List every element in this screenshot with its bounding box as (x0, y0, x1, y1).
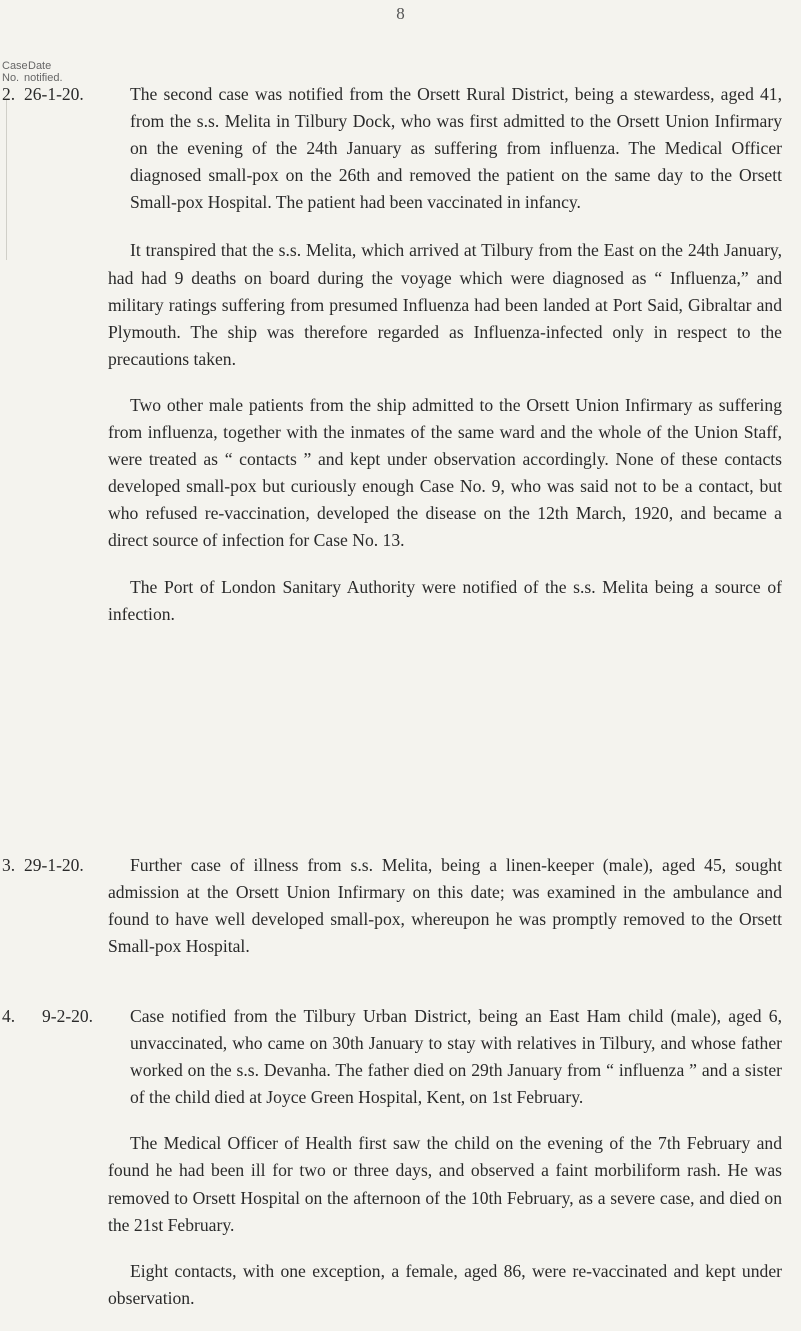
paragraph: Two other male patients from the ship admitted to the Orsett Union Infirmary as suffering from influenza, together with the inmates of the same ward and the whole of the Union Staff, were treated as “ contacts ” and kept under observation accordingly. None of these contacts developed small-pox but curiously enough Case No. 9, who was said not to be a contact, but who refused re-vaccination, developed the disease on the 12th March, 1920, and became a direct source of infection for Case No. 13. (108, 394, 782, 551)
date-header-line-2: notified. (24, 72, 63, 84)
date-notified: 26-1-20. (24, 84, 84, 104)
paragraph: The Port of London Sanitary Authority were notified of the s.s. Melita being a source of infection. (108, 576, 782, 624)
paragraph: Case notified from the Tilbury Urban District, being an East Ham child (male), aged 6, unvaccinated, who came on 30th January to stay with relatives in Tilbury, and whose father worked on the s.s. Devanha. The father died on 29th January from “ influenza ” and a sister of the child died at Joyce Green Hospital, Kent, on 1st February. (130, 1006, 782, 1108)
paragraph: Further case of illness from s.s. Melita, being a linen-keeper (male), aged 45, sought admission at the Orsett Union Infirmary on this date; was examined in the ambulance and found to have well developed small-pox, whereupon he was promptly removed to the Orsett Small-pox Hospital. (108, 855, 782, 957)
margin-rule (6, 100, 7, 260)
page-number: 8 (396, 4, 405, 23)
paragraph: Eight contacts, with one exception, a female, aged 86, were re-vaccinated and kept under observation. (108, 1260, 782, 1308)
paragraph: The second case was notified from the Orsett Rural District, being a stewardess, aged 41, from the s.s. Melita in Tilbury Dock, who was first admitted to the Orsett Union Infirmary on the evening of the 24th January as suffering from influenza. The Medical Officer diagnosed small-pox on the 26th and removed the patient on the same day to the Orsett Small-pox Hospital. The patient had been vaccinated in infancy. (130, 84, 782, 213)
case-text (108, 1003, 782, 1331)
date-notified: 9-2-20. (42, 1006, 94, 1026)
paragraph: It transpired that the s.s. Melita, which arrived at Tilbury from the East on the 24th January, had had 9 deaths on board during the voyage which were diagnosed as “ Influenza,” and military ratings suffering from presumed Influenza had been landed at Port Said, Gibraltar and Plymouth. The ship was therefore regarded as Influenza-infected only in respect to the precautions taken. (108, 240, 782, 369)
case-number: 2. (2, 84, 16, 104)
case-text (108, 81, 782, 647)
case-number: 4. (2, 1006, 16, 1026)
date-notified: 29-1-20. (24, 855, 84, 875)
case-header-line-1: Case (2, 60, 28, 72)
date-header-line-1: Date (28, 60, 52, 72)
paragraph: The Medical Officer of Health first saw the child on the evening of the 7th February and found he had been ill for two or three days, and observed a faint morbiliform rash. He was removed to Orsett Hospital on the afternoon of the 10th February, as a severe case, and died on the 21st February. (108, 1133, 782, 1235)
case-header-line-2: No. (2, 72, 20, 84)
case-number: 3. (2, 855, 16, 875)
case-text (108, 852, 782, 979)
